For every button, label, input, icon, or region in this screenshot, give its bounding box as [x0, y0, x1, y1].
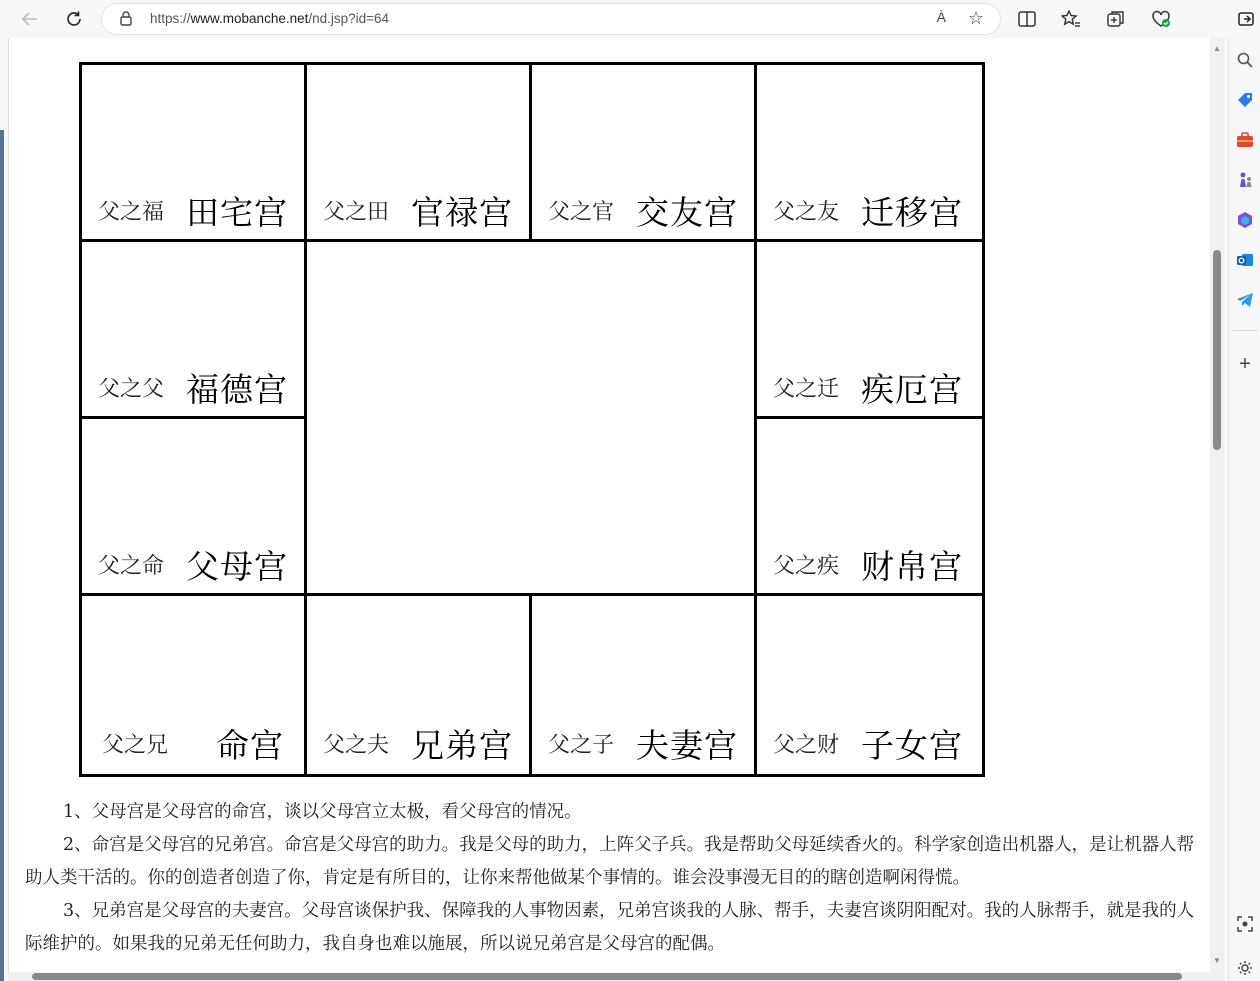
palace-cell — [754, 62, 985, 242]
hscroll-thumb[interactable] — [32, 973, 1182, 980]
palace-name: 疾厄宫 — [861, 370, 963, 409]
palace-relation: 父之官 — [548, 200, 615, 225]
palace-name: 交友宫 — [636, 193, 738, 232]
palace-cell — [79, 239, 307, 419]
split-screen-icon[interactable] — [1016, 8, 1038, 30]
add-sidebar-app-icon[interactable]: + — [1239, 352, 1251, 375]
palace-name: 兄弟宫 — [411, 726, 513, 765]
collections-icon[interactable] — [1105, 8, 1127, 30]
horizontal-scrollbar[interactable] — [8, 972, 1210, 981]
back-button[interactable] — [18, 7, 42, 31]
palace-name: 迁移宫 — [861, 193, 963, 232]
palace-chart — [79, 62, 985, 777]
palace-relation: 父之迁 — [773, 377, 840, 402]
search-icon[interactable] — [1235, 50, 1255, 70]
palace-relation: 父之财 — [773, 733, 840, 758]
lock-icon — [120, 11, 132, 31]
palace-relation: 父之福 — [98, 200, 165, 225]
url-text[interactable] — [150, 11, 389, 26]
edge-sidebar — [1228, 38, 1260, 981]
palace-relation: 父之田 — [323, 200, 390, 225]
sidebar-toggle-icon[interactable] — [1235, 8, 1257, 30]
center-cell — [304, 239, 757, 596]
palace-cell — [529, 593, 757, 777]
scroll-thumb[interactable] — [1213, 250, 1221, 450]
games-chess-icon[interactable] — [1235, 170, 1255, 190]
palace-relation: 父之子 — [548, 733, 615, 758]
refresh-button[interactable] — [62, 7, 86, 31]
screenshot-icon[interactable] — [1235, 914, 1255, 934]
tools-briefcase-icon[interactable] — [1235, 130, 1255, 150]
palace-cell — [79, 62, 307, 242]
page-viewport — [8, 38, 1210, 981]
palace-relation: 父之友 — [773, 200, 840, 225]
palace-cell — [79, 593, 307, 777]
palace-cell — [529, 62, 757, 242]
palace-relation: 父之疾 — [773, 554, 840, 579]
palace-cell — [754, 239, 985, 419]
palace-name: 父母宫 — [186, 547, 288, 586]
scroll-down-icon[interactable]: ▼ — [1213, 956, 1221, 965]
palace-name: 福德宫 — [186, 370, 288, 409]
palace-name: 命宫 — [216, 726, 284, 765]
browser-essentials-icon[interactable] — [1150, 8, 1172, 30]
url-scheme: https:// — [150, 11, 191, 26]
window-edge — [0, 130, 4, 981]
palace-cell — [304, 62, 532, 242]
favorites-icon[interactable] — [1060, 8, 1082, 30]
palace-name: 田宅宫 — [186, 193, 288, 232]
read-aloud-icon[interactable]: À — [936, 9, 946, 25]
palace-relation: 父之兄 — [102, 733, 169, 758]
palace-name: 财帛宫 — [861, 547, 963, 586]
left-edge — [0, 38, 8, 981]
url-host: www.mobanche.net — [190, 11, 309, 26]
scroll-up-icon[interactable]: ▲ — [1213, 44, 1221, 53]
palace-cell — [754, 593, 985, 777]
url-path: /nd.jsp?id=64 — [308, 11, 390, 26]
palace-cell — [304, 593, 532, 777]
arrow-left-icon — [21, 10, 39, 28]
telegram-send-icon[interactable] — [1235, 290, 1255, 310]
refresh-icon — [65, 10, 83, 28]
palace-cell — [754, 416, 985, 596]
shopping-tag-icon[interactable] — [1235, 90, 1255, 110]
palace-relation: 父之命 — [98, 554, 165, 579]
paragraph: 1、父母宫是父母宫的命宫，谈以父母宫立太极，看父母宫的情况。 — [63, 802, 582, 822]
outlook-icon[interactable] — [1235, 250, 1255, 270]
palace-name: 子女宫 — [861, 726, 963, 765]
settings-gear-icon[interactable] — [1235, 958, 1255, 978]
browser-toolbar — [0, 0, 1260, 38]
add-favorite-icon[interactable]: ☆ — [967, 8, 984, 28]
vertical-scrollbar[interactable] — [1210, 38, 1224, 981]
article-body — [25, 796, 1195, 961]
palace-name: 夫妻宫 — [636, 726, 738, 765]
palace-name: 官禄宫 — [411, 193, 513, 232]
sidebar-divider — [1233, 330, 1257, 331]
address-bar[interactable] — [102, 4, 1000, 34]
microsoft-365-icon[interactable] — [1235, 210, 1255, 230]
paragraph: 3、兄弟宫是父母宫的夫妻宫。父母宫谈保护我、保障我的人事物因素，兄弟宫谈我的人脉、帮手，夫妻宫谈阴阳配对。我的人脉帮手，就是我的人际维护的。如果我的兄弟无任何助力，我自身也难以施展，所以说兄弟宫是父母宫的配偶。 — [25, 901, 1195, 954]
palace-cell — [79, 416, 307, 596]
paragraph: 2、命宫是父母宫的兄弟宫。命宫是父母宫的助力。我是父母的助力，上阵父子兵。我是帮助父母延续香火的。科学家创造出机器人，是让机器人帮助人类干活的。你的创造者创造了你，肯定是有所目的，让你来帮他做某个事情的。谁会没事漫无目的的瞎创造啊闲得慌。 — [25, 835, 1195, 888]
palace-relation: 父之父 — [98, 377, 165, 402]
palace-relation: 父之夫 — [323, 733, 390, 758]
